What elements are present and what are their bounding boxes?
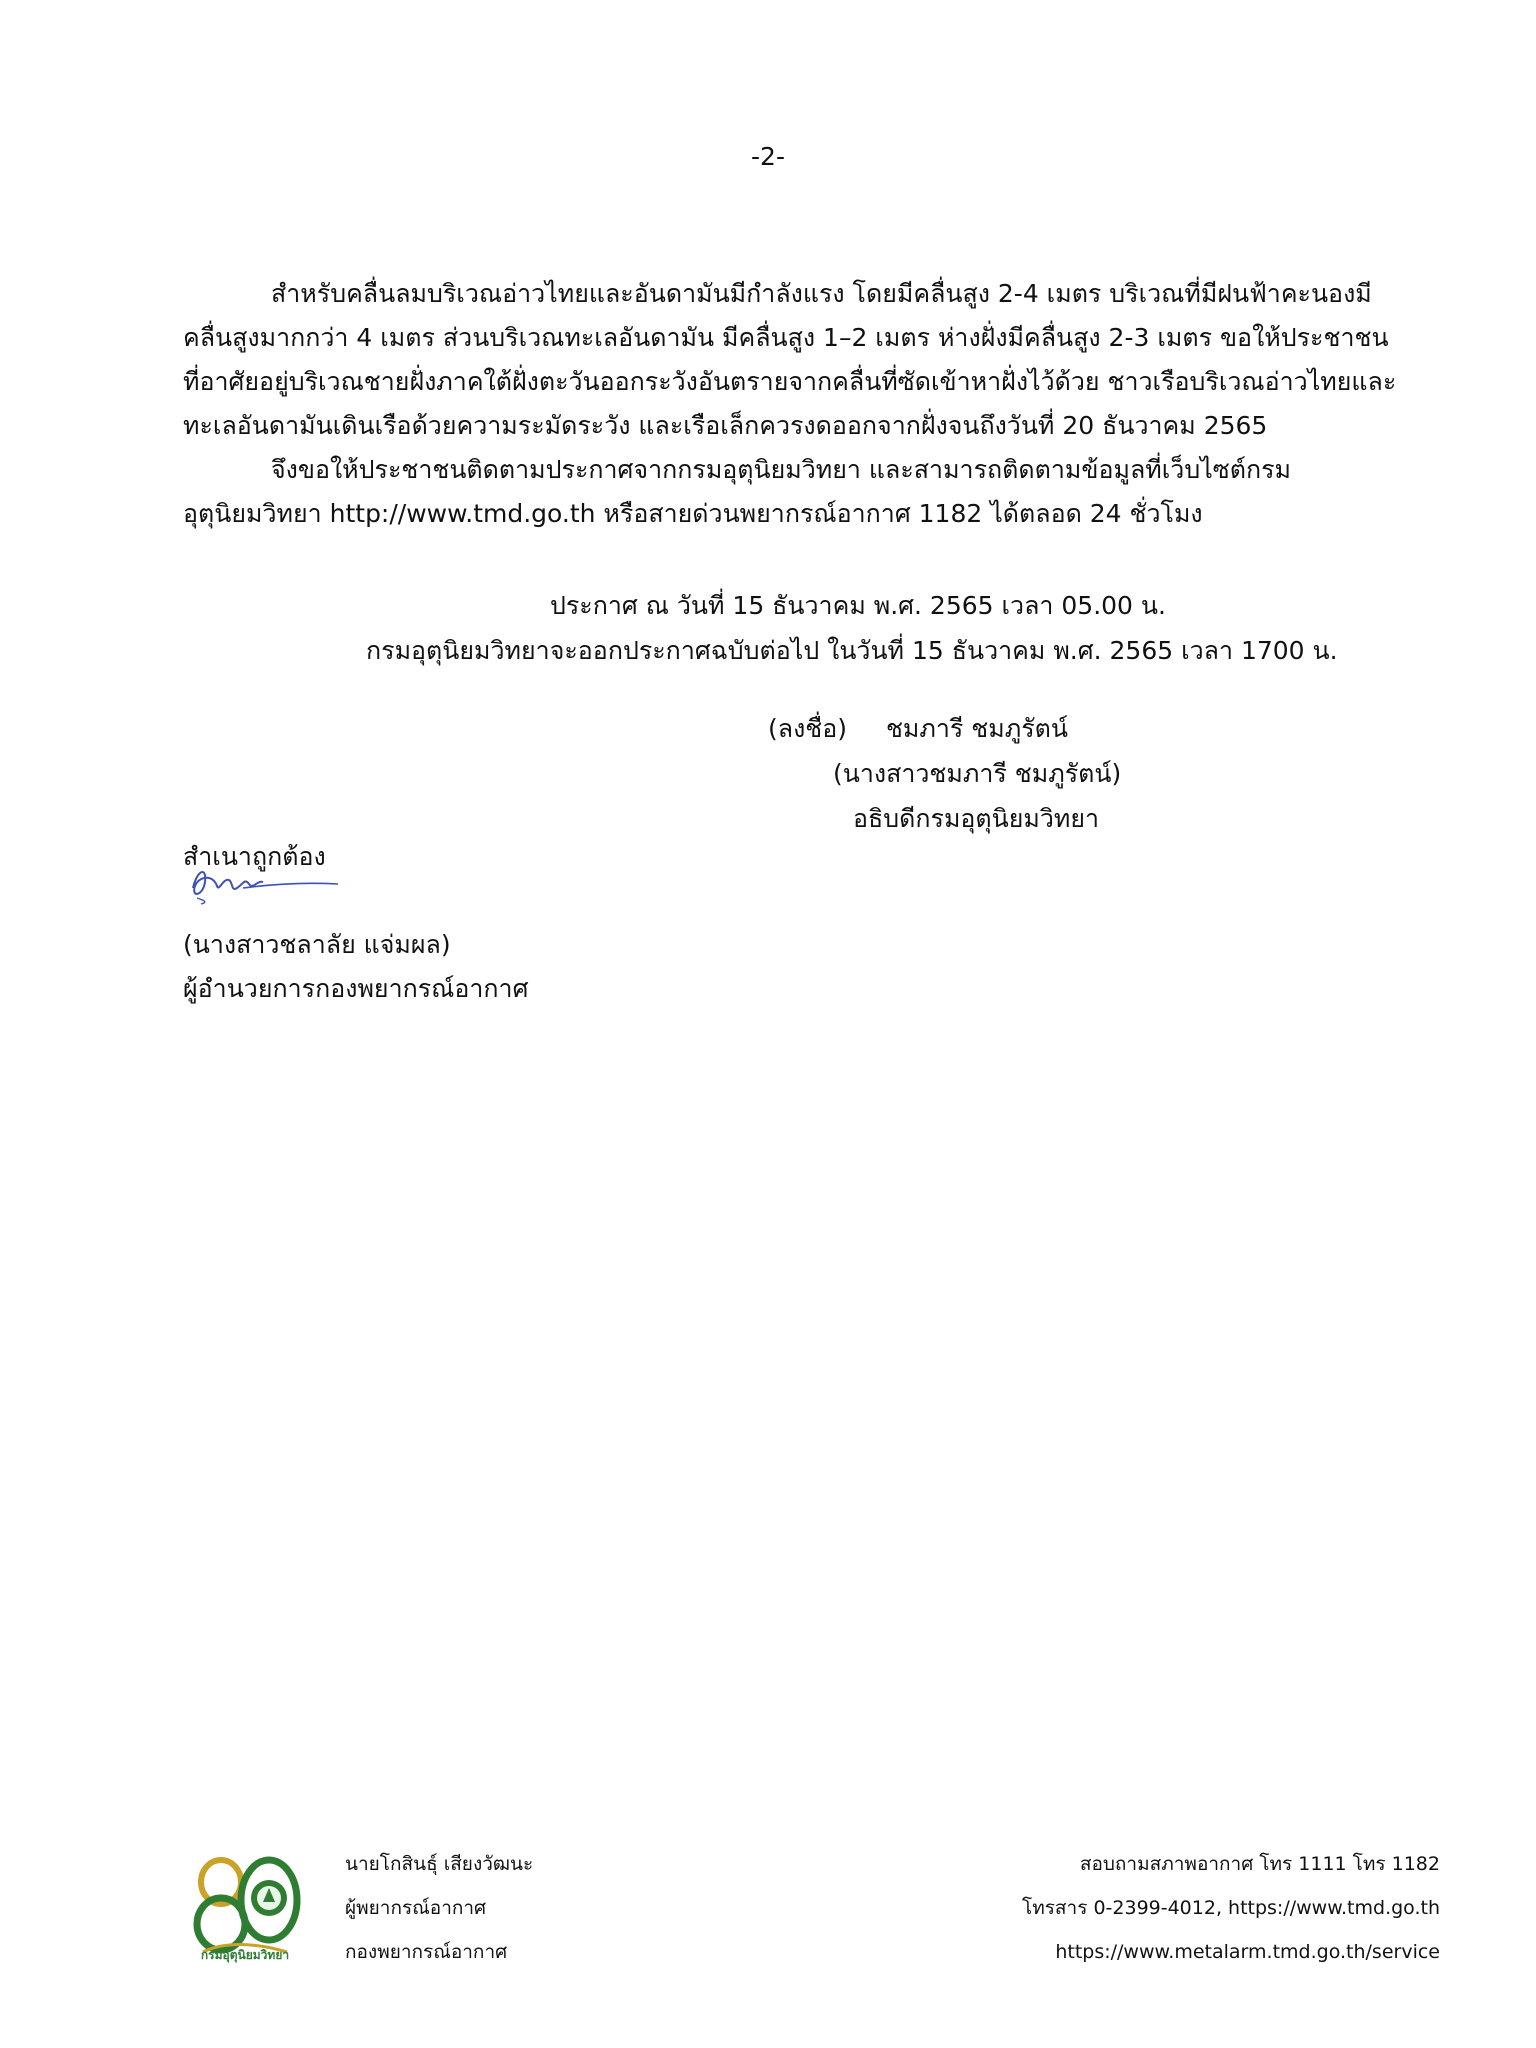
contact-info [1022,1842,1440,1974]
paragraph-line: จึงขอให้ประชาชนติดตามประกาศจากกรมอุตุนิยมวิทยา และสามารถติดตามข้อมูลที่เว็บไซต์กรม [271,455,1292,484]
paragraph-2 [183,448,1405,536]
forecaster-division: กองพยากรณ์อากาศ [345,1941,508,1963]
signatory-full-name: (นางสาวชมภารี ชมภูรัตน์) [833,759,1122,788]
forecaster-name: นายโกสินธุ์ เสียงวัฒนะ [345,1853,534,1875]
page-number: -2- [751,142,785,171]
signatory-title: อธิบดีกรมอุตุนิยมวิทยา [853,804,1100,833]
paragraph-line: ทะเลอันดามันเดินเรือด้วยความระมัดระวัง และเรือเล็กควรงดออกจากฝั่งจนถึงวันที่ 20 ธันวาคม 2565 [183,411,1268,440]
contact-fax-website: โทรสาร 0-2399-4012, https://www.tmd.go.th [1022,1897,1440,1919]
footer [0,1842,1536,1992]
forecaster-position: ผู้พยากรณ์อากาศ [345,1897,487,1919]
next-announcement-line: กรมอุตุนิยมวิทยาจะออกประกาศฉบับต่อไป ในวันที่ 15 ธันวาคม พ.ศ. 2565 เวลา 1700 น. [366,636,1338,665]
announcement-body [183,272,1405,536]
forecaster-info [345,1842,533,1974]
contact-alarm-service: https://www.metalarm.tmd.go.th/service [1055,1941,1440,1963]
certified-copy-name: (นางสาวชลาลัย แจ่มผล) [183,930,451,959]
certified-copy-label: สำเนาถูกต้อง [183,842,326,871]
handwritten-signature-icon [183,858,343,906]
logo-caption: กรมอุตุนิยมวิทยา [200,1948,290,1962]
sign-label: (ลงชื่อ) [768,714,848,743]
contact-phone: สอบถามสภาพอากาศ โทร 1111 โทร 1182 [1079,1853,1440,1875]
signature-line [768,707,1068,751]
paragraph-line: อุตุนิยมวิทยา http://www.tmd.go.th หรือสายด่วนพยากรณ์อากาศ 1182 ได้ตลอด 24 ชั่วโมง [183,499,1203,528]
paragraph-line: ที่อาศัยอยู่บริเวณชายฝั่งภาคใต้ฝั่งตะวันออกระวังอันตรายจากคลื่นที่ซัดเข้าหาฝั่งไว้ด้วย ชาวเรือบริเวณอ่าวไทยและ [183,367,1397,396]
signed-name: ชมภารี ชมภูรัตน์ [885,714,1068,743]
paragraph-line: สำหรับคลื่นลมบริเวณอ่าวไทยและอันดามันมีกำลังแรง โดยมีคลื่นสูง 2-4 เมตร บริเวณที่มีฝนฟ้าคะนองมี [271,279,1372,308]
issue-date-line: ประกาศ ณ วันที่ 15 ธันวาคม พ.ศ. 2565 เวลา 05.00 น. [550,591,1166,620]
paragraph-1 [183,272,1405,448]
certified-copy-title: ผู้อำนวยการกองพยากรณ์อากาศ [183,974,529,1003]
paragraph-line: คลื่นสูงมากกว่า 4 เมตร ส่วนบริเวณทะเลอันดามัน มีคลื่นสูง 1–2 เมตร ห่างฝั่งมีคลื่นสูง 2-3 เมตร ขอให้ประชาชน [183,323,1389,352]
